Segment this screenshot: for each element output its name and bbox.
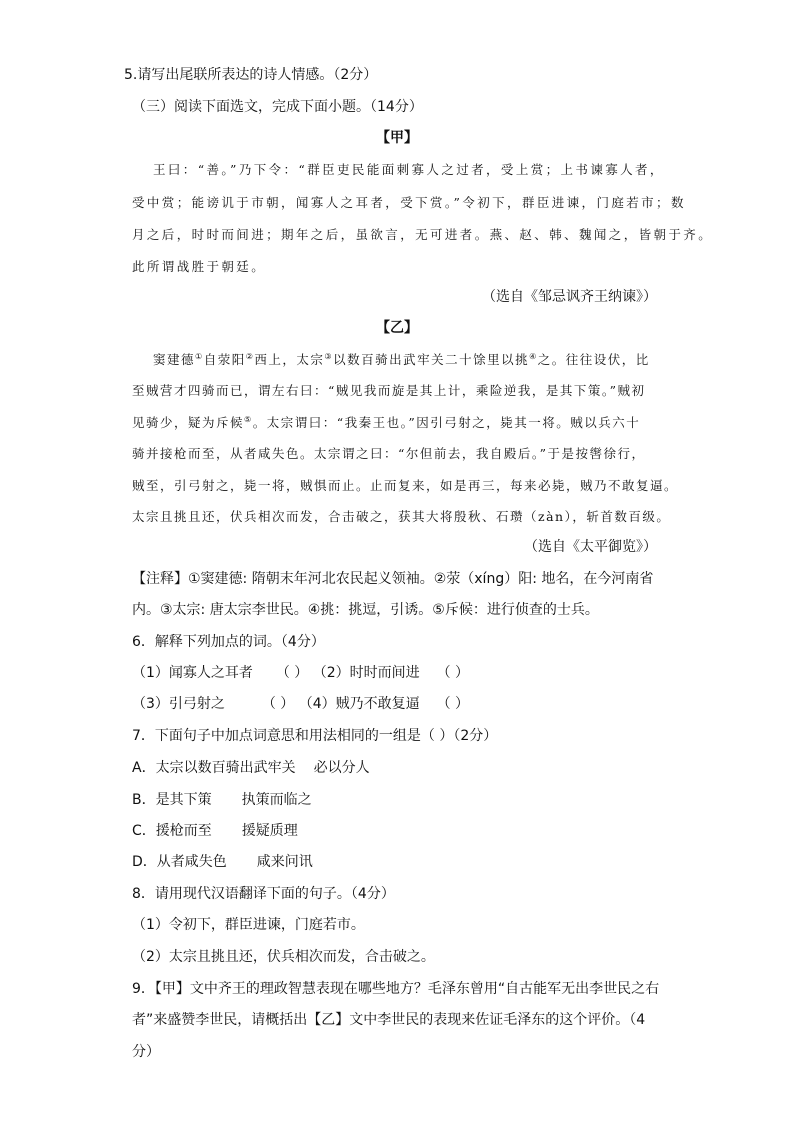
question-6-row — [0, 666, 794, 680]
answer-blank[interactable]: （ ） — [261, 696, 295, 712]
answer-blank[interactable]: （ ） — [436, 665, 470, 681]
passage-a-heading: 【甲】 — [376, 130, 418, 146]
question-7-stem: 7．下面句子中加点词意思和用法相同的一组是（ ）（2分） — [132, 728, 498, 744]
question-9-line: 9．【甲】文中齐王的理政智慧表现在哪些地方？毛泽东曾用“自古能军无出李世民之右 — [132, 981, 660, 997]
question-8-sentence-2: （2）太宗且挑且还，伏兵相次而发，合击破之。 — [132, 949, 435, 965]
passage-b-line: 见骑少，疑为斥候⑤。太宗谓曰：“我秦王也。”因引弓射之，毙其一将。贼以兵六十 — [132, 415, 641, 431]
passage-b-line: 太宗且挑且还，伏兵相次而发，合击破之，获其大将殷秋、石瓒（zàn），斩首数百级。 — [132, 509, 671, 524]
question-5: 5.请写出尾联所表达的诗人情感。（2分） — [124, 67, 378, 83]
question-8-sentence-1: （1）令初下，群臣进谏，门庭若市。 — [132, 917, 365, 933]
passage-b-source: （选自《太平御览》） — [524, 539, 657, 555]
passage-b-line: 贼至，引弓射之，毙一将，贼惧而止。止而复来，如是再三，每来必毙，贼乃不敢复逼。 — [132, 478, 679, 493]
question-6-item-4: （4）贼乃不敢复逼 — [298, 696, 420, 712]
section-3-instruction: （三）阅读下面选文，完成下面小题。（14分） — [132, 99, 423, 115]
question-8-stem: 8．请用现代汉语翻译下面的句子。（4分） — [132, 886, 395, 902]
question-6-item-3: （3）引弓射之 — [132, 696, 225, 712]
note-ref-4: ④ — [529, 352, 538, 361]
note-ref-2: ② — [245, 352, 255, 361]
passage-a-line: 受中赏；能谤讥于市朝，闻寡人之耳者，受下赏。”令初下，群臣进谏，门庭若市；数 — [132, 195, 686, 210]
question-9-line: 分） — [132, 1044, 160, 1060]
note-ref-1: ① — [195, 352, 204, 361]
passage-b-line: 至贼营才四骑而已，谓左右曰：“贼见我而旋是其上计，乘险逆我，是其下策。”贼初 — [132, 383, 646, 398]
passage-a-line: 此所谓战胜于朝廷。 — [132, 259, 267, 274]
question-6-item-1: （1）闻寡人之耳者 — [132, 665, 253, 681]
passage-b-heading: 【乙】 — [376, 320, 418, 336]
answer-blank[interactable]: （ ） — [436, 696, 470, 712]
passage-b-line: 骑并接枪而至，从者咸失色。太宗谓之曰：“尔但前去，我自殿后。”于是按辔徐行， — [132, 446, 646, 461]
question-9-line: 者”来盛赞李世民，请概括出【乙】文中李世民的表现来佐证毛泽东的这个评价。（4 — [132, 1012, 646, 1028]
note-ref-5: ⑤ — [244, 415, 253, 424]
annotation-line: 内。③太宗: 唐太宗李世民。④挑：挑逗，引诱。⑤斥候：进行侦查的士兵。 — [132, 602, 599, 618]
passage-a-source: （选自《邹忌讽齐王纳谏》） — [482, 289, 657, 305]
question-6-row — [0, 697, 794, 711]
question-6-item-2: （2）时时而间进 — [312, 665, 420, 681]
question-7-option-a: A．太宗以数百骑出武牢关 必以分人 — [132, 760, 370, 776]
annotation-line: 【注释】①窦建德: 隋朝末年河北农民起义领袖。②荥（xíng）阳: 地名，在今河南省 — [132, 571, 654, 587]
passage-a-line: 月之后，时时而间进；期年之后，虽欲言，无可进者。燕、赵、韩、魏闻之，皆朝于齐。 — [132, 227, 714, 242]
passage-b-line: 窦建德①自荥阳②西上，太宗③以数百骑出武牢关二十馀里以挑④之。往往设伏，比 — [153, 352, 650, 368]
question-7-option-d: D．从者咸失色 咸来问讯 — [132, 854, 313, 870]
question-6-stem: 6．解释下列加点的词。（4分） — [132, 634, 325, 650]
question-7-option-c: C．援枪而至 援疑质理 — [132, 823, 298, 839]
question-7-option-b: B．是其下策 执策而临之 — [132, 792, 312, 808]
passage-a-line: 王曰：“善。”乃下令：“群臣吏民能面刺寡人之过者，受上赏；上书谏寡人者， — [153, 162, 665, 177]
note-ref-3: ③ — [324, 352, 334, 361]
answer-blank[interactable]: （ ） — [275, 665, 309, 681]
